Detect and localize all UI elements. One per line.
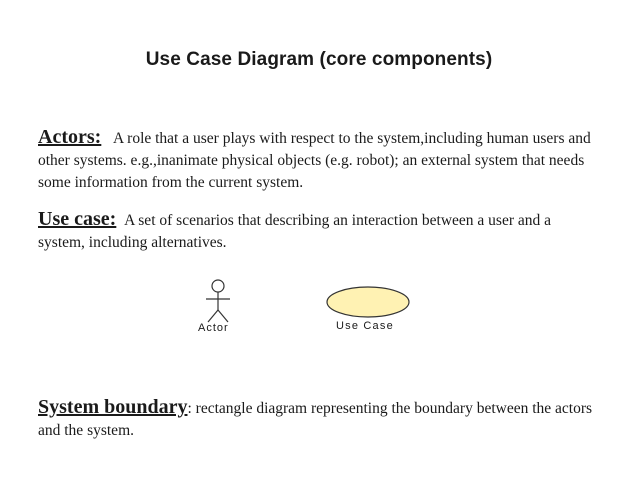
use-case-label: Use Case <box>336 320 394 332</box>
use-case-ellipse-icon <box>325 284 411 320</box>
actors-definition: A role that a user plays with respect to the system,including human users and other systems. e.g.,inanimate physical objects (e.g. robot); an external system that needs some information from the current system. <box>38 130 591 191</box>
actors-paragraph <box>38 126 598 194</box>
notation-figures <box>0 272 638 342</box>
system-boundary-definition: : rectangle diagram representing the boundary between the actors and the system. <box>38 400 593 439</box>
use-case-term: Use case: <box>38 208 117 230</box>
system-boundary-paragraph <box>38 396 598 442</box>
actors-term: Actors: <box>38 126 102 148</box>
use-case-definition: A set of scenarios that describing an interaction between a user and a system, including alternatives. <box>38 212 552 251</box>
system-boundary-term: System boundary <box>38 396 188 418</box>
use-case-paragraph <box>38 208 598 254</box>
actor-label: Actor <box>198 322 229 334</box>
slide-title: Use Case Diagram (core components) <box>145 49 493 70</box>
